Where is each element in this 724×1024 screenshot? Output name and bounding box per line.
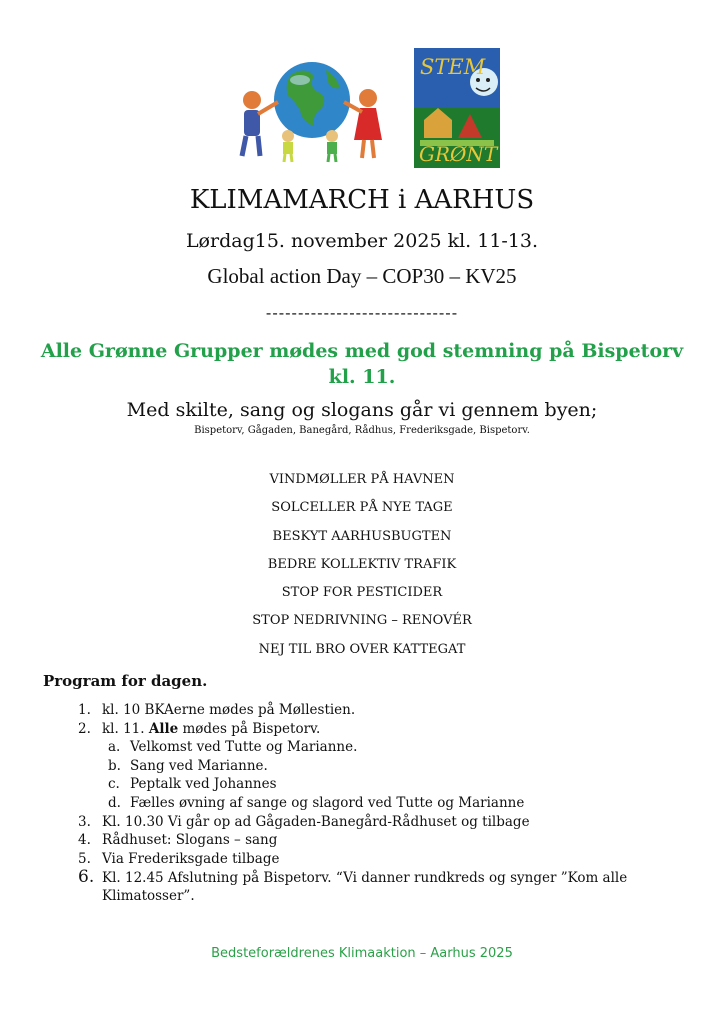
item-number: 2. — [78, 720, 91, 737]
subitem-letter: b. — [108, 757, 121, 774]
subitem-letter: a. — [108, 739, 121, 756]
slogan: BEDRE KOLLEKTIV TRAFIK — [267, 556, 457, 572]
item-number: 5. — [78, 850, 91, 867]
subitem-letter: c. — [108, 776, 120, 793]
slogan: STOP NEDRIVNING – RENOVÉR — [252, 613, 472, 629]
item-number: 6. — [78, 867, 95, 888]
program-item-continued: Klimatosser”. — [102, 887, 195, 904]
item-text: Rådhuset: Slogans – sang — [102, 832, 278, 849]
program-subitem — [78, 757, 698, 776]
item-number: 1. — [78, 702, 91, 718]
meeting-line-1: Alle Grønne Grupper mødes med god stemning på Bispetorv — [40, 340, 684, 362]
item-text-pre: kl. 11. — [102, 720, 149, 737]
subitem-text: Sang ved Marianne. — [130, 757, 268, 774]
svg-text:STEM: STEM — [420, 55, 486, 79]
item-text: Kl. 10.30 Vi går op ad Gågaden-Banegård-Rådhuset og tilbage — [102, 813, 530, 830]
slogan: NEJ TIL BRO OVER KATTEGAT — [258, 641, 466, 657]
subitem-letter: d. — [108, 794, 121, 811]
program-item — [78, 850, 698, 869]
global-action-day: Global action Day – COP30 – KV25 — [207, 264, 517, 288]
item-text-post: mødes på Bispetorv. — [178, 720, 321, 737]
program-subitem — [78, 794, 698, 813]
item-number: 4. — [78, 832, 91, 849]
program-item — [78, 720, 698, 739]
svg-text:GRØNT: GRØNT — [419, 142, 498, 166]
globe-children-logo — [230, 52, 390, 164]
program-list — [78, 701, 698, 906]
program-title: Program for dagen. — [43, 672, 208, 690]
stem-groent-poster — [414, 48, 500, 168]
event-date: Lørdag15. november 2025 kl. 11-13. — [185, 230, 539, 252]
program-item — [78, 701, 698, 720]
page-title: KLIMAMARCH i AARHUS — [189, 185, 535, 215]
subitem-text: Peptalk ved Johannes — [130, 776, 277, 793]
program-item — [78, 868, 698, 887]
slogan: STOP FOR PESTICIDER — [281, 585, 443, 601]
item-text-bold: Alle — [148, 720, 179, 737]
item-text: kl. 10 BKAerne mødes på Møllestien. — [102, 702, 356, 718]
footer: Bedsteforældrenes Klimaaktion – Aarhus 2025 — [211, 946, 513, 961]
item-number: 3. — [78, 813, 91, 830]
divider: ------------------------------ — [265, 303, 459, 322]
slogan: SOLCELLER PÅ NYE TAGE — [271, 500, 453, 516]
route-text: Bispetorv, Gågaden, Banegård, Rådhus, Frederiksgade, Bispetorv. — [194, 425, 530, 436]
meeting-line-2: kl. 11. — [328, 366, 396, 388]
signs-text: Med skilte, sang og slogans går vi gennem byen; — [126, 399, 598, 421]
slogan: BESKYT AARHUSBUGTEN — [272, 528, 452, 544]
program-item — [78, 831, 698, 850]
program-subitem — [78, 738, 698, 757]
slogan: VINDMØLLER PÅ HAVNEN — [269, 472, 455, 487]
program-item — [78, 813, 698, 832]
program-subitem — [78, 775, 698, 794]
slogan-list — [0, 470, 724, 668]
subitem-text: Velkomst ved Tutte og Marianne. — [130, 739, 358, 756]
subitem-text: Fælles øvning af sange og slagord ved Tutte og Marianne — [130, 794, 525, 811]
item-text: Via Frederiksgade tilbage — [102, 850, 280, 867]
item-text: Kl. 12.45 Afslutning på Bispetorv. “Vi danner rundkreds og synger ”Kom alle — [102, 870, 628, 887]
meeting-announcement — [40, 338, 684, 390]
